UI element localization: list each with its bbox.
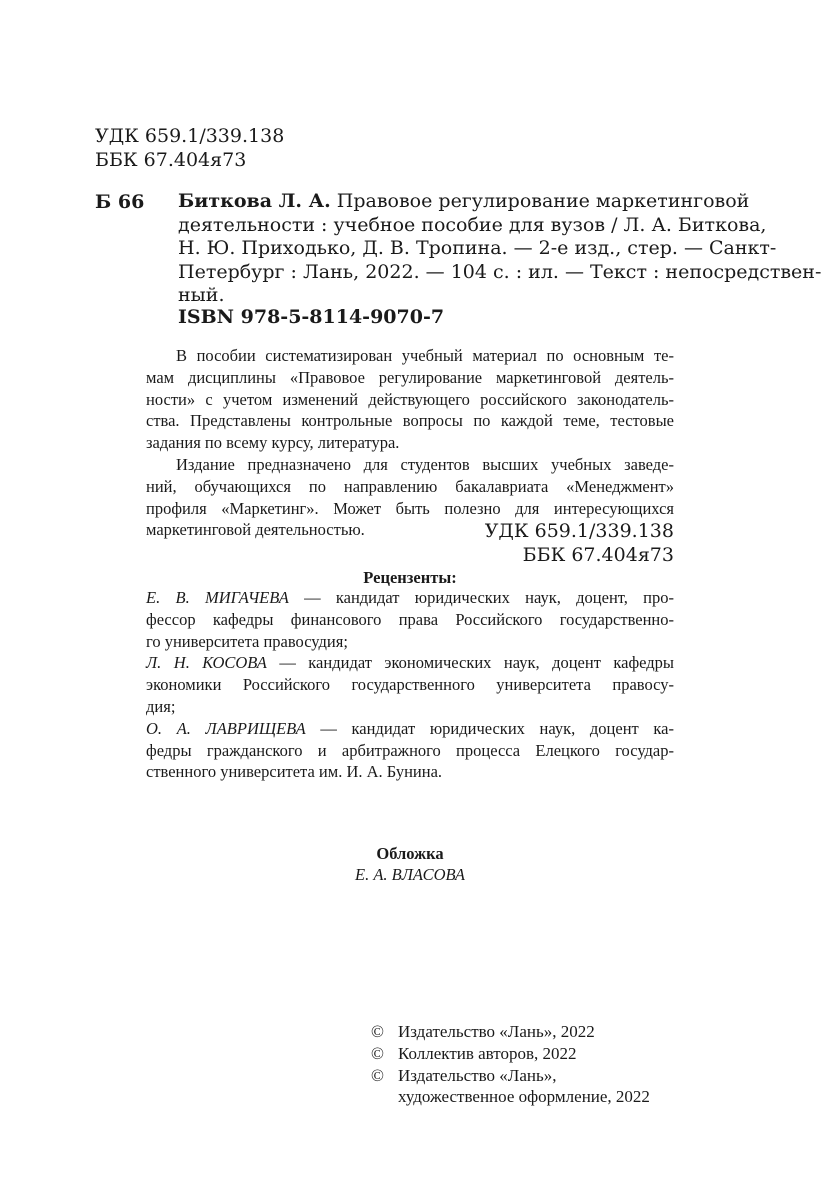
copyright-line [371,1065,650,1087]
copyright-text: Коллектив авторов, 2022 [398,1043,577,1063]
reviewer-line: дия; [146,696,176,716]
copyright-line [371,1043,650,1065]
abstract-line: ности» с учетом изменений действующего российского законодатель- [146,389,674,409]
bbk-code: ББК 67.404я73 [522,544,674,566]
title-start: Правовое регулирование маркетинговой [330,190,750,212]
reviewer-text: — кандидат юридических наук, доцент, про- [288,588,674,607]
abstract-line: мам дисциплины «Правовое регулирование маркетинговой деятель- [146,367,674,387]
abstract-line: Издание предназначено для студентов высших учебных заведе- [176,454,674,474]
reviewer-name: Е. В. МИГАЧЕВА [146,588,289,607]
reviewer-line: экономики Российского государственного университета правосу- [146,675,674,695]
reviewer-line: го университета правосудия; [146,631,348,651]
reviewer-name: Л. Н. КОСОВА [146,653,267,673]
reviewer-text: — кандидат юридических наук, доцент ка- [305,718,674,738]
biblio-line [178,190,750,214]
cover-designer: Е. А. ВЛАСОВА [354,865,466,884]
copyright-continuation: художественное оформление, 2022 [398,1087,650,1107]
abstract-line: профиля «Маркетинг». Может быть полезно для интересующихся [146,498,674,518]
bibliographic-record [178,190,821,308]
reviewers-list [146,587,674,783]
abstract-line: ства. Представлены контрольные вопросы по каждой теме, тестовые [146,411,674,431]
abstract-line: задания по всему курсу, литература. [146,433,400,453]
reviewer-line [146,718,674,740]
abstract-line: ний, обучающихся по направлению бакалавриата «Менеджмент» [146,476,674,496]
biblio-line: Петербург : Лань, 2022. — 104 с. : ил. — Текст : непосредствен- [178,260,821,283]
copyright-icon: © [371,1043,384,1063]
copyright-icon: © [371,1022,384,1041]
reviewer-line: ственного университета им. И. А. Бунина. [146,762,443,782]
biblio-line: ный. [178,284,225,306]
reviewers-heading: Рецензенты: [363,568,457,587]
abstract [146,345,674,541]
cover-credit [146,843,674,885]
author-sign: Б 66 [95,191,145,213]
isbn: ISBN 978-5-8114-9070-7 [178,306,445,328]
reviewer-line: федры гражданского и арбитражного процесса Елецкого государ- [146,740,674,760]
bbk-code: ББК 67.404я73 [95,149,247,171]
classification-right [485,519,674,567]
biblio-line: деятельности : учебное пособие для вузов / Л. А. Биткова, [178,213,767,236]
reviewer-name: О. А. ЛАВРИЩЕВА [146,718,306,738]
author-name: Биткова Л. А. [178,190,331,212]
cover-title: Обложка [376,844,444,863]
copyright-icon: © [371,1065,384,1085]
reviewer-line [146,587,674,609]
copyright-text: Издательство «Лань», 2022 [398,1022,595,1041]
udk-code: УДК 659.1/339.138 [484,520,674,542]
copyright-line [371,1021,650,1043]
reviewer-line: фессор кафедры финансового права Российского государственно- [146,609,674,629]
abstract-line: маркетинговой деятельностью. [146,520,365,540]
udk-code: УДК 659.1/339.138 [95,125,285,147]
classification-top [95,124,284,172]
reviewer-text: — кандидат экономических наук, доцент кафедры [266,653,675,673]
copyright-block [371,1021,650,1108]
reviewer-line [146,652,674,674]
copyright-text: Издательство «Лань», [398,1065,557,1085]
abstract-line: В пособии систематизирован учебный материал по основным те- [176,346,674,365]
biblio-line: Н. Ю. Приходько, Д. В. Тропина. — 2-е изд., стер. — Санкт- [178,237,777,259]
